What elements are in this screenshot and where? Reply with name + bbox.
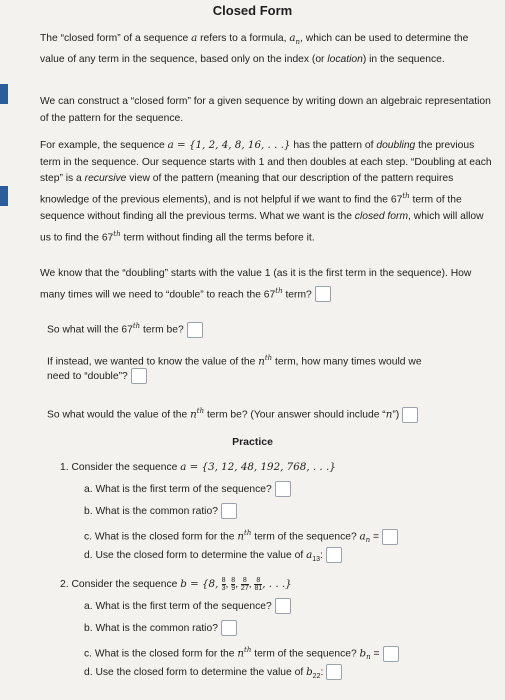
answer-box-2a[interactable]: [275, 598, 291, 614]
nth-term-question: So what would the value of the $n^{th}$ term be? (Your answer should include “n”): [47, 403, 418, 423]
answer-box-term-67[interactable]: [187, 322, 203, 338]
fraction-4: $\frac{8}{81}$: [254, 576, 263, 592]
example-paragraph: For example, the sequence a = {1, 2, 4, 8, 16, . . .} has the pattern of doubling the previous term in the sequence. Our sequence starts with 1 and then doubles at each step. “Doubling at each step” is a recursive view of the pattern (meaning that our description of the pattern requires knowledge of the previous elements), and is not helpful if we want to find the 67th term of the sequence without finding all the previous terms. What we want is the closed form, which will allow us to find the 67th term without finding all the terms before it.: [40, 139, 492, 244]
doubling-question: We know that the “doubling” starts with the value 1 (as it is the first term in the sequence). How many times will we need to “double” to reach the 67th term?: [40, 266, 492, 304]
exercise-2c: c. What is the closed form for the $n^{th}$ term of the sequence? $b_n$ =: [84, 642, 399, 666]
answer-box-1b[interactable]: [221, 503, 237, 519]
nth-doubling-question-line2: need to “double”?: [47, 368, 147, 385]
exercise-1b: b. What is the common ratio?: [84, 503, 237, 520]
bookmark-marker-top: [0, 84, 8, 104]
answer-box-1a[interactable]: [275, 481, 291, 497]
answer-box-doubling-count[interactable]: [315, 286, 331, 302]
intro-paragraph: The “closed form” of a sequence a refers to a formula, $a_n$, which can be used to determine the value of any term in the sequence, based only on the index (or location) in the sequence.: [40, 32, 469, 65]
bookmark-marker-middle: [0, 186, 8, 206]
answer-box-nth-doubling[interactable]: [131, 368, 147, 384]
exercise-1d: d. Use the closed form to determine the value of $a_{13}$:: [84, 547, 342, 568]
fraction-3: $\frac{8}{27}$: [240, 576, 249, 592]
exercise-1a: a. What is the first term of the sequence?: [84, 481, 291, 498]
page-title: Closed Form: [212, 3, 293, 18]
practice-heading: Practice: [232, 436, 273, 448]
answer-box-2d[interactable]: [326, 664, 342, 680]
exercise-2d: d. Use the closed form to determine the value of $b_{22}$:: [84, 664, 342, 685]
exercise-1c: c. What is the closed form for the $n^{th}$ term of the sequence? $a_n$ =: [84, 525, 398, 549]
answer-box-2c[interactable]: [383, 646, 399, 662]
nth-doubling-question: If instead, we wanted to know the value of the $n^{th}$ term, how many times would we: [47, 354, 422, 368]
fraction-1: $\frac{8}{3}$: [221, 576, 226, 592]
answer-box-1c[interactable]: [382, 529, 398, 545]
answer-box-2b[interactable]: [221, 620, 237, 636]
answer-box-1d[interactable]: [326, 547, 342, 563]
term-67-question: So what will the 67th term be?: [47, 318, 203, 338]
exercise-2-intro: 2. Consider the sequence b = {8, $\frac{8}{3}$ , $\frac{8}{9}$ , $\frac{8}{27}$ , $\frac{8}{81}$ , . . .}: [60, 576, 292, 592]
exercise-2a: a. What is the first term of the sequence?: [84, 598, 291, 615]
exercise-2b: b. What is the common ratio?: [84, 620, 237, 637]
exercise-1-intro: 1. Consider the sequence a = {3, 12, 48, 192, 768, . . .}: [60, 461, 336, 473]
answer-box-nth-term[interactable]: [402, 407, 418, 423]
construct-paragraph: We can construct a “closed form” for a given sequence by writing down an algebraic representation of the pattern for the sequence.: [40, 96, 491, 124]
fraction-2: $\frac{8}{9}$: [231, 576, 236, 592]
